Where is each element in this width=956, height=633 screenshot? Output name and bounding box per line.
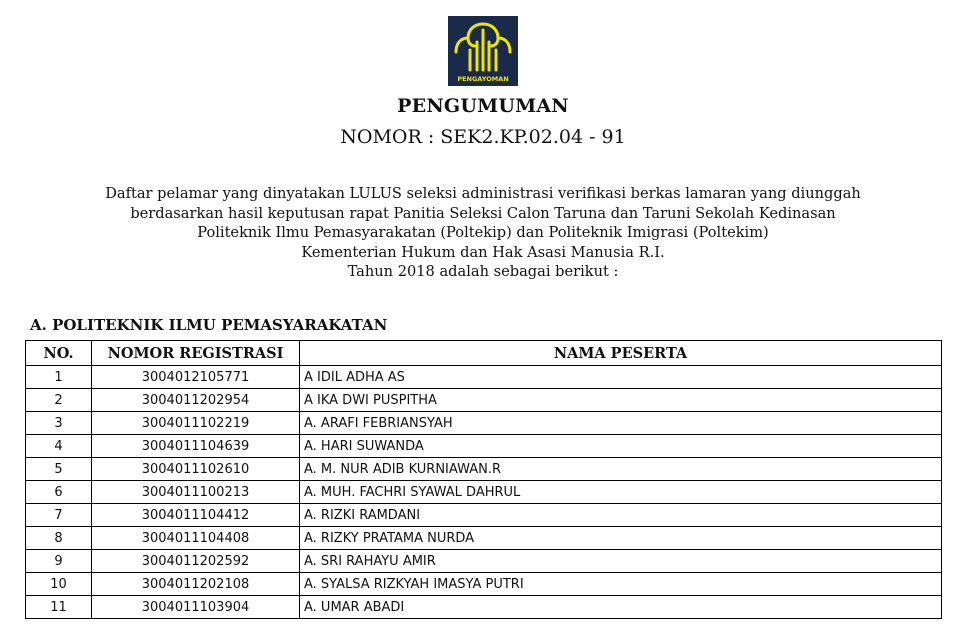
row-number: 11 xyxy=(26,596,92,619)
participant-name: A. SYALSA RIZKYAH IMASYA PUTRI xyxy=(300,573,942,596)
row-number: 10 xyxy=(26,573,92,596)
table-row xyxy=(26,504,942,527)
intro-line: Kementerian Hukum dan Hak Asasi Manusia R.I. xyxy=(301,243,665,261)
registration-number: 3004011202108 xyxy=(92,573,300,596)
row-number: 4 xyxy=(26,435,92,458)
row-number: 6 xyxy=(26,481,92,504)
participant-name: A. SRI RAHAYU AMIR xyxy=(300,550,942,573)
participant-name: A IKA DWI PUSPITHA xyxy=(300,389,942,412)
participant-name: A. M. NUR ADIB KURNIAWAN.R xyxy=(300,458,942,481)
registration-number: 3004011202954 xyxy=(92,389,300,412)
participant-name: A. HARI SUWANDA xyxy=(300,435,942,458)
registration-number: 3004011104412 xyxy=(92,504,300,527)
row-number: 5 xyxy=(26,458,92,481)
table-row xyxy=(26,412,942,435)
section-title: A. POLITEKNIK ILMU PEMASYARAKATAN xyxy=(30,316,388,334)
row-number: 3 xyxy=(26,412,92,435)
participant-name: A. RIZKY PRATAMA NURDA xyxy=(300,527,942,550)
intro-line: Politeknik Ilmu Pemasyarakatan (Poltekip) dan Politeknik Imigrasi (Poltekim) xyxy=(197,224,769,241)
row-number: 1 xyxy=(26,366,92,389)
row-number: 2 xyxy=(26,389,92,412)
registration-number: 3004011100213 xyxy=(92,481,300,504)
table-row xyxy=(26,366,942,389)
document-number: NOMOR : SEK2.KP.02.04 - 91 xyxy=(340,126,626,148)
participant-name: A. MUH. FACHRI SYAWAL DAHRUL xyxy=(300,481,942,504)
table-row xyxy=(26,458,942,481)
registration-number: 3004011104408 xyxy=(92,527,300,550)
participant-name: A IDIL ADHA AS xyxy=(300,366,942,389)
participant-name: A. UMAR ABADI xyxy=(300,596,942,619)
registration-number: 3004011103904 xyxy=(92,596,300,619)
table-row xyxy=(26,527,942,550)
table-row xyxy=(26,550,942,573)
header-registration: NOMOR REGISTRASI xyxy=(92,341,300,366)
participants-table xyxy=(25,340,942,619)
intro-line: berdasarkan hasil keputusan rapat Panitia Seleksi Calon Taruna dan Taruni Sekolah Kedinasan xyxy=(130,204,836,222)
registration-number: 3004011102219 xyxy=(92,412,300,435)
page-title: PENGUMUMAN xyxy=(397,95,569,117)
table-header-row xyxy=(26,341,942,366)
row-number: 8 xyxy=(26,527,92,550)
header-no: NO. xyxy=(26,341,92,366)
row-number: 7 xyxy=(26,504,92,527)
registration-number: 3004011202592 xyxy=(92,550,300,573)
intro-line: Tahun 2018 adalah sebagai berikut : xyxy=(347,263,619,280)
header-name: NAMA PESERTA xyxy=(300,341,942,366)
table-row xyxy=(26,481,942,504)
participant-name: A. ARAFI FEBRIANSYAH xyxy=(300,412,942,435)
registration-number: 3004011104639 xyxy=(92,435,300,458)
row-number: 9 xyxy=(26,550,92,573)
table-row xyxy=(26,573,942,596)
table-row xyxy=(26,435,942,458)
table-row xyxy=(26,389,942,412)
logo-text: PENGAYOMAN xyxy=(457,75,509,83)
intro-paragraph xyxy=(0,184,956,282)
registration-number: 3004012105771 xyxy=(92,366,300,389)
pengayoman-logo xyxy=(448,16,518,86)
table-row xyxy=(26,596,942,619)
registration-number: 3004011102610 xyxy=(92,458,300,481)
participant-name: A. RIZKI RAMDANI xyxy=(300,504,942,527)
intro-line: Daftar pelamar yang dinyatakan LULUS seleksi administrasi verifikasi berkas lamaran yang diunggah xyxy=(105,185,861,202)
